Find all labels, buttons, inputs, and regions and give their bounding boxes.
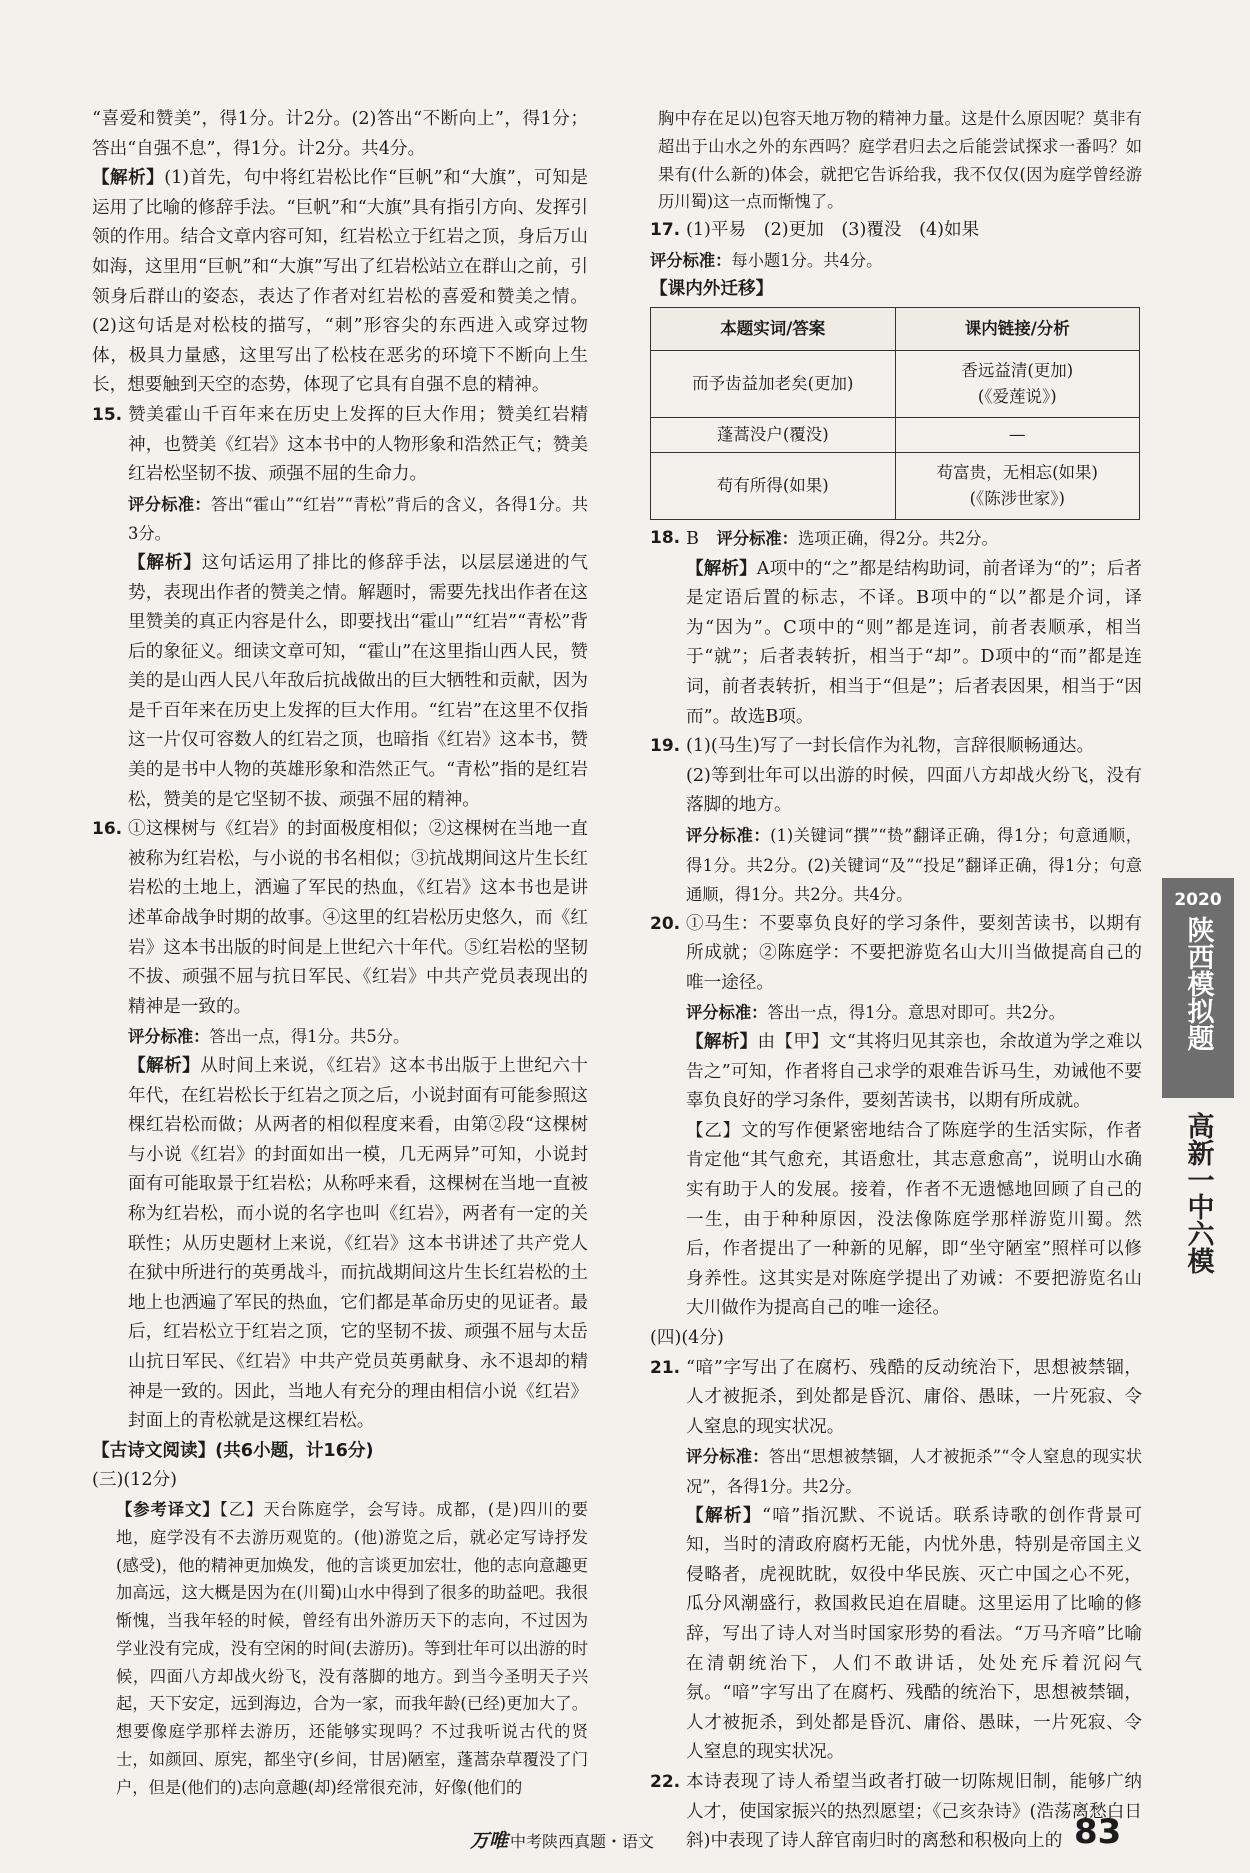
table-row	[651, 417, 1140, 452]
question-20: 20. ①马生：不要辜负良好的学习条件，要刻苦读书，以期有所成就；②陈庭学：不要把游览名山大川当做提高自己的唯一途径。 评分标准：答出一点，得1分。意思对即可。共2分。 【解析】由【甲】文“其将归见其亲也，余故道为学之难以告之”可知，作者将自己求学的艰难告诉马生，劝诫他不要辜负良好的学习条件，要刻苦读书，以期有所成就。 【乙】文的写作便紧密地结合了陈庭学的生活实际，作者肯定他“其气愈充，其语愈壮，其志意愈高”，说明山水确实有助于人的发展。接着，作者不无遗憾地回顾了自己的一生，由于种种原因，没法像陈庭学那样游览川蜀。然后，作者提出了一种新的见解，即“坐守陋室”照样可以修身养性。这其实是对陈庭学提出了劝诫：不要把游览名山大川做作为提高自己的唯一途径。	[650, 910, 1142, 1324]
question-21: 21. “喑”字写出了在腐朽、残酷的反动统治下，思想被禁锢，人才被扼杀，到处都是昏沉、庸俗、愚昧，一片死寂、令人窒息的现实状况。 评分标准：答出“思想被禁锢，人才被扼杀”“令人窒息的现实状况”，各得1分。共2分。 【解析】“喑”指沉默、不说话。联系诗歌的创作背景可知，当时的清政府腐朽无能，内忧外患，特别是帝国主义侵略者，虎视眈眈，奴役中华民族、灭亡中国之心不死，瓜分风潮盛行，救国救民迫在眉睫。这里运用了比喻的修辞，写出了诗人对当时国家形势的看法。“万马齐喑”比喻在清朝统治下，人们不敢讲话，处处充斥着沉闷气氛。“喑”字写出了在腐朽、残酷的统治下，思想被禁锢，人才被扼杀，到处都是昏沉、庸俗、愚昧，一片死寂、令人窒息的现实状况。	[650, 1354, 1142, 1768]
section-title: 【古诗文阅读】(共6小题，计16分)	[92, 1440, 374, 1461]
question-number: 15.	[92, 404, 123, 425]
question-number: 22.	[650, 1771, 681, 1792]
sidebar-subtitle: 高新一中六模	[1182, 1112, 1214, 1274]
sidebar-subtitle-tab	[1162, 1102, 1234, 1302]
question-number: 20.	[650, 913, 681, 934]
analysis: 【解析】“喑”指沉默、不说话。联系诗歌的创作背景可知，当时的清政府腐朽无能，内忧外患，特别是帝国主义侵略者，虎视眈眈，奴役中华民族、灭亡中国之心不死，瓜分风潮盛行，救国救民迫在眉睫。这里运用了比喻的修辞，写出了诗人对当时国家形势的看法。“万马齐喑”比喻在清朝统治下，人们不敢讲话，处处充斥着沉闷气氛。“喑”字写出了在腐朽、残酷的统治下，思想被禁锢，人才被扼杀，到处都是昏沉、庸俗、愚昧，一片死寂、令人窒息的现实状况。	[686, 1505, 1142, 1763]
subsection-3: (三)(12分)	[92, 1470, 178, 1491]
table-header-row	[651, 307, 1140, 350]
right-column	[650, 105, 1142, 1857]
question-number: 17.	[650, 220, 681, 241]
score-standard-17: 评分标准：每小题1分。共4分。	[650, 250, 883, 270]
subsection-4: (四)(4分)	[650, 1328, 724, 1348]
question-18: 18. B 评分标准：选项正确，得2分。共2分。 【解析】A项中的“之”都是结构助词，前者译为“的”；后者是定语后置的标志，不译。B项中的“以”都是介词，译为“因为”。C项中的“则”都是连词，前者表顺承，相当于“就”；后者表转折，相当于“却”。D项中的“而”都是连词，前者表转折，相当于“但是”；后者表因果，相当于“因而”。故选B项。	[650, 524, 1142, 732]
question-16: 16. ①这棵树与《红岩》的封面极度相似；②这棵树在当地一直被称为红岩松，与小说的书名相似；③抗战期间这片生长红岩松的土地上，洒遍了军民的热血，《红岩》这本书也是讲述革命战争时期的故事。④这里的红岩松历史悠久，而《红岩》这本书出版的时间是上世纪六十年代。⑤红岩松的坚韧不拔、顽强不屈与抗日军民、《红岩》中共产党员表现出的精神是一致的。 评分标准：答出一点，得1分。共5分。 【解析】从时间上来说，《红岩》这本书出版于上世纪六十年代，在红岩松长于红岩之顶之后，小说封面有可能参照这棵红岩松而做；从两者的相似程度来看，由第②段“这棵树与小说《红岩》的封面如出一模，几无两异”可知，小说封面有可能取景于红岩松；从称呼来看，这棵树在当地一直被称为红岩松，而小说的名字也叫《红岩》，两者有一定的关联性；从历史题材上来说，《红岩》这本书讲述了共产党人在狱中所进行的英勇战斗，而抗战期间这片生长红岩松的土地上也洒遍了军民的热血，它们都是革命历史的见证者。最后，红岩松立于红岩之顶，它的坚韧不拔、顽强不屈与太岳山抗日军民、《红岩》中共产党员英勇献身、永不退却的精神是一致的。因此，当地人有充分的理由相信小说《红岩》封面上的青松就是这棵红岩松。	[92, 815, 588, 1436]
analysis-14: 【解析】(1)首先，句中将红岩松比作“巨帆”和“大旗”，可知是运用了比喻的修辞手法。“巨帆”和“大旗”具有指引方向、发挥引领的作用。结合文章内容可知，红岩松立于红岩之顶，身后万山如海，这里用“巨帆”和“大旗”写出了红岩松站立在群山之前，引领身后群山的姿态，表达了作者对红岩松的喜爱和赞美之情。(2)这句话是对松枝的描写，“刺”形容尖的东西进入或穿过物体，极具力量感，这里写出了松枝在恶劣的环境下不断向上生长，想要触到天空的态势，体现了它具有自强不息的精神。	[92, 168, 588, 396]
answer-14-continued: “喜爱和赞美”，得1分。计2分。(2)答出“不断向上”，得1分；答出“自强不息”，得1分。计2分。共4分。	[92, 109, 588, 159]
question-number: 18.	[650, 527, 681, 548]
question-19: 19. (1)(马生)写了一封长信作为礼物，言辞很顺畅通达。 (2)等到壮年可以出游的时候，四面八方却战火纷飞，没有落脚的地方。 评分标准：(1)关键词“撰”“贽”翻译正确，得1分；句意通顺，得1分。共2分。(2)关键词“及”“投足”翻译正确，得1分；句意通顺，得1分。共2分。共4分。	[650, 732, 1142, 910]
analysis: 【解析】从时间上来说，《红岩》这本书出版于上世纪六十年代，在红岩松长于红岩之顶之后，小说封面有可能参照这棵红岩松而做；从两者的相似程度来看，由第②段“这棵树与小说《红岩》的封面如出一模，几无两异”可知，小说封面有可能取景于红岩松；从称呼来看，这棵树在当地一直被称为红岩松，而小说的名字也叫《红岩》，两者有一定的关联性；从历史题材上来说，《红岩》这本书讲述了共产党人在狱中所进行的英勇战斗，而抗战期间这片生长红岩松的土地上也洒遍了军民的热血，它们都是革命历史的见证者。最后，红岩松立于红岩之顶，它的坚韧不拔、顽强不屈与太岳山抗日军民、《红岩》中共产党员英勇献身、永不退却的精神是一致的。因此，当地人有充分的理由相信小说《红岩》封面上的青松就是这棵红岩松。	[128, 1056, 588, 1432]
migration-table	[650, 307, 1140, 520]
footer-brand: 万唯 中考陕西真题・语文	[470, 1830, 655, 1852]
table-cell: —	[895, 417, 1140, 452]
translation-continued: 胸中存在足以)包容天地万物的精神力量。这是什么原因呢？莫非有超出于山水之外的东西吗？庭学君归去之后能尝试探求一番吗？如果有(什么新的)体会，就把它告诉给我，我不仅仅(因为庭学曾经游历川蜀)这一点而惭愧了。	[658, 109, 1142, 212]
table-cell: 苟有所得(如果)	[651, 452, 896, 519]
table-cell: 香远益清(更加) (《爱莲说》)	[895, 350, 1140, 417]
question-22: 22. 本诗表现了诗人希望当政者打破一切陈规旧制，能够广纳人才，使国家振兴的热烈愿望；《己亥杂诗》(浩荡离愁白日斜)中表现了诗人辞官南归时的离愁和积极向上的	[650, 1768, 1142, 1857]
table-header: 本题实词/答案	[651, 307, 896, 350]
sidebar-title: 陕西模拟题	[1182, 916, 1214, 1051]
analysis: 【解析】由【甲】文“其将归见其亲也，余故道为学之难以告之”可知，作者将自己求学的艰难告诉马生，劝诫他不要辜负良好的学习条件，要刻苦读书，以期有所成就。	[686, 1032, 1142, 1112]
question-number: 21.	[650, 1357, 681, 1378]
sidebar-year: 2020	[1174, 890, 1222, 910]
left-column	[92, 105, 588, 1802]
page-number: 83	[1074, 1812, 1122, 1852]
table-row	[651, 350, 1140, 417]
question-15: 15. 赞美霍山千百年来在历史上发挥的巨大作用；赞美红岩精神，也赞美《红岩》这本书中的人物形象和浩然正气；赞美红岩松坚韧不拔、顽强不屈的生命力。 评分标准：答出“霍山”“红岩”“青松”背后的含义，各得1分。共3分。 【解析】这句话运用了排比的修辞手法，以层层递进的气势，表现出作者的赞美之情。解题时，需要先找出作者在这里赞美的真正内容是什么，即要找出“霍山”“红岩”“青松”背后的象征义。细读文章可知，“霍山”在这里指山西人民，赞美的是山西人民八年敌后抗战做出的巨大牺牲和贡献，因为是千百年来在历史上发挥的巨大作用。“红岩”在这里不仅指这一片仅可容数人的红岩之顶，也暗指《红岩》这本书，赞美的是书中人物的英雄形象和浩然正气。“青松”指的是红岩松，赞美的是它坚韧不拔、顽强不屈的精神。	[92, 401, 588, 815]
question-number: 19.	[650, 736, 681, 757]
score-standard: 评分标准：答出一点，得1分。共5分。	[128, 1027, 410, 1047]
score-standard: 评分标准：(1)关键词“撰”“贽”翻译正确，得1分；句意通顺，得1分。共2分。(2)关键词“及”“投足”翻译正确，得1分；句意通顺，得1分。共2分。共4分。	[686, 825, 1142, 905]
migration-title: 【课内外迁移】	[650, 279, 774, 300]
score-standard: 评分标准：答出“思想被禁锢，人才被扼杀”“令人窒息的现实状况”，各得1分。共2分。	[686, 1447, 1142, 1496]
table-cell: 而予齿益加老矣(更加)	[651, 350, 896, 417]
question-number: 16.	[92, 819, 123, 840]
table-cell: 蓬蒿没户(覆没)	[651, 417, 896, 452]
score-standard: 评分标准：答出“霍山”“红岩”“青松”背后的含义，各得1分。共3分。	[128, 494, 588, 544]
table-cell: 苟富贵，无相忘(如果) (《陈涉世家》)	[895, 452, 1140, 519]
question-17: 17. (1)平易 (2)更加 (3)覆没 (4)如果	[650, 216, 1142, 246]
brand-logo: 万唯	[470, 1830, 509, 1852]
reference-translation: 【参考译文】【乙】天台陈庭学，会写诗。成都，(是)四川的要地，庭学没有不去游历观览的。(他)游览之后，就必定写诗抒发(感受)，他的精神更加焕发，他的言谈更加宏壮，他的志向意趣更加高远，这大概是因为在(川蜀)山水中得到了很多的助益吧。我很惭愧，当我年轻的时候，曾经有出外游历天下的志向，不过因为学业没有完成，没有空闲的时间(去游历)。等到壮年可以出游的时候，四面八方却战火纷飞，没有落脚的地方。到当今圣明天子兴起，天下安定，远到海边，合为一家，而我年龄(已经)更加大了。想要像庭学那样去游历，还能够实现吗？不过我听说古代的贤士，如颜回、原宪，都坐守(乡间，甘居)陋室，蓬蒿杂草覆没了门户，但是(他们的)志向意趣(却)经常很充沛，好像(他们的	[116, 1499, 588, 1797]
score-standard: 评分标准：答出一点，得1分。意思对即可。共2分。	[686, 1003, 1065, 1023]
analysis-continued: 【乙】文的写作便紧密地结合了陈庭学的生活实际，作者肯定他“其气愈充，其语愈壮，其志意愈高”，说明山水确实有助于人的发展。接着，作者不无遗憾地回顾了自己的一生，由于种种原因，没法像陈庭学那样游览川蜀。然后，作者提出了一种新的见解，即“坐守陋室”照样可以修身养性。这其实是对陈庭学提出了劝诫：不要把游览名山大川做作为提高自己的唯一途径。	[686, 1120, 1142, 1319]
table-row	[651, 452, 1140, 519]
analysis: 【解析】这句话运用了排比的修辞手法，以层层递进的气势，表现出作者的赞美之情。解题时，需要先找出作者在这里赞美的真正内容是什么，即要找出“霍山”“红岩”“青松”背后的象征义。细读文章可知，“霍山”在这里指山西人民，赞美的是山西人民八年敌后抗战做出的巨大牺牲和贡献，因为是千百年来在历史上发挥的巨大作用。“红岩”在这里不仅指这一片仅可容数人的红岩之顶，也暗指《红岩》这本书，赞美的是书中人物的英雄形象和浩然正气。“青松”指的是红岩松，赞美的是它坚韧不拔、顽强不屈的精神。	[128, 552, 588, 810]
analysis: 【解析】A项中的“之”都是结构助词，前者译为“的”；后者是定语后置的标志，不译。B项中的“以”都是介词，译为“因为”。C项中的“则”都是连词，前者表顺承，相当于“就”；后者表转折，相当于“却”。D项中的“而”都是连词，前者表转折，相当于“但是”；后者表因果，相当于“因而”。故选B项。	[686, 558, 1142, 727]
sidebar-tab	[1162, 878, 1234, 1098]
table-header: 课内链接/分析	[895, 307, 1140, 350]
